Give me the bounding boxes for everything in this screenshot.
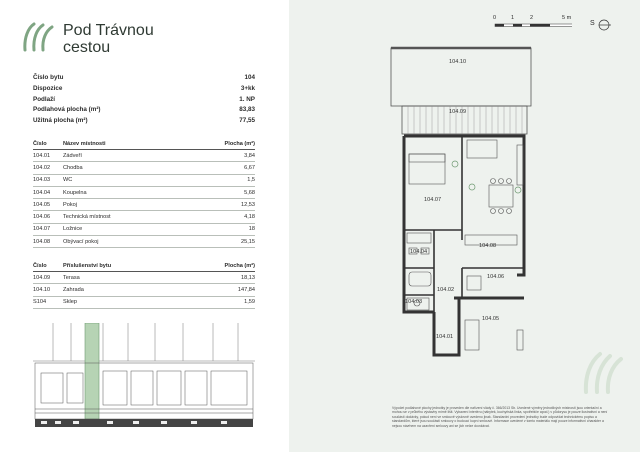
info-value: 1. NP bbox=[239, 95, 255, 103]
cell-number: 104.04 bbox=[33, 186, 63, 198]
info-label: Číslo bytu bbox=[33, 74, 64, 81]
cell-name: Obývací pokoj bbox=[63, 236, 180, 248]
table-row bbox=[33, 272, 255, 284]
accessories-table bbox=[33, 261, 255, 309]
label-bedroom: 104.07 bbox=[424, 197, 442, 203]
cell-name: Pokoj bbox=[63, 199, 180, 211]
cell-area: 147,84 bbox=[181, 284, 255, 296]
header-area: Plocha (m²) bbox=[181, 261, 255, 272]
scale-label: 5 m bbox=[562, 15, 572, 21]
label-bathroom: 104.04 bbox=[410, 249, 428, 255]
table-row bbox=[33, 284, 255, 296]
cell-number: 104.03 bbox=[33, 174, 63, 186]
cell-area: 18,13 bbox=[181, 272, 255, 284]
brand-line-1: Pod Trávnou bbox=[63, 22, 154, 39]
cell-area: 5,68 bbox=[180, 186, 255, 198]
cell-area: 1,5 bbox=[180, 174, 255, 186]
scale-label: 2 bbox=[530, 15, 534, 21]
brand-name bbox=[63, 22, 154, 56]
table-row bbox=[33, 186, 255, 198]
table-row bbox=[33, 174, 255, 186]
cell-area: 6,67 bbox=[180, 162, 255, 174]
rooms-table bbox=[33, 139, 255, 248]
cell-name: Koupelna bbox=[63, 186, 180, 198]
scale-label: 1 bbox=[511, 15, 515, 21]
header-room-name: Název místnosti bbox=[63, 139, 180, 150]
grass-watermark-icon bbox=[582, 350, 624, 394]
cell-area: 12,53 bbox=[180, 199, 255, 211]
table-row bbox=[33, 199, 255, 211]
unit-info bbox=[33, 73, 255, 127]
cell-number: 104.02 bbox=[33, 162, 63, 174]
header-number: Číslo bbox=[33, 139, 63, 150]
info-row-layout bbox=[33, 84, 255, 95]
label-entry: 104.01 bbox=[436, 334, 454, 340]
header-area: Plocha (m²) bbox=[180, 139, 255, 150]
scale-bar bbox=[492, 15, 572, 35]
label-wc: 104.03 bbox=[405, 299, 423, 305]
grass-logo-icon bbox=[22, 22, 56, 52]
cell-name: Sklep bbox=[63, 296, 181, 308]
apartment-walls bbox=[404, 136, 524, 355]
cell-number: 104.06 bbox=[33, 211, 63, 223]
cell-number: 104.07 bbox=[33, 223, 63, 235]
info-value: 83,83 bbox=[239, 106, 255, 114]
cell-number: 104.10 bbox=[33, 284, 63, 296]
info-value: 3+kk bbox=[240, 84, 255, 92]
cell-number: 104.09 bbox=[33, 272, 63, 284]
floor-plan bbox=[289, 40, 640, 360]
cell-number: S104 bbox=[33, 296, 63, 308]
cell-area: 25,15 bbox=[180, 236, 255, 248]
table-row bbox=[33, 211, 255, 223]
label-terrace: 104.09 bbox=[449, 109, 467, 115]
cell-name: Chodba bbox=[63, 162, 180, 174]
cell-number: 104.05 bbox=[33, 199, 63, 211]
cell-area: 3,84 bbox=[180, 150, 255, 162]
table-row bbox=[33, 236, 255, 248]
info-label: Dispozice bbox=[33, 84, 63, 92]
garden-area bbox=[391, 48, 531, 106]
label-living: 104.08 bbox=[479, 243, 497, 249]
cell-name: Terasa bbox=[63, 272, 181, 284]
furniture bbox=[407, 140, 523, 350]
cell-name: WC bbox=[63, 174, 180, 186]
info-label: Podlahová plocha (m²) bbox=[33, 106, 101, 114]
cell-area: 4,18 bbox=[180, 211, 255, 223]
table-row bbox=[33, 296, 255, 308]
info-row-floor bbox=[33, 95, 255, 106]
table-row bbox=[33, 150, 255, 162]
table-header bbox=[33, 139, 255, 150]
info-row-usable-area bbox=[33, 116, 255, 127]
cell-area: 1,59 bbox=[181, 296, 255, 308]
info-value: 104 bbox=[244, 74, 255, 81]
table-row bbox=[33, 223, 255, 235]
cell-number: 104.01 bbox=[33, 150, 63, 162]
cell-number: 104.08 bbox=[33, 236, 63, 248]
interior-walls bbox=[404, 136, 524, 312]
info-label: Podlaží bbox=[33, 95, 56, 103]
compass bbox=[590, 15, 612, 40]
left-panel bbox=[0, 0, 289, 452]
building-site-plan bbox=[33, 323, 255, 433]
info-row-number bbox=[33, 73, 255, 84]
scale-label: 0 bbox=[493, 15, 497, 21]
cell-name: Ložnice bbox=[63, 223, 180, 235]
info-value: 77,55 bbox=[239, 117, 255, 125]
legal-disclaimer: Výpočet podlahové plochy jednotky je proveden dle nařízení vlády č. 366/2013 Sb. Uvedené výměry jednotlivých místností jsou orientační a mohou se v průběhu výstavby mírně lišit. Vybavení interiéru (nábytek, kuchyňská linka, spotřebiče apod.) v půdorysu je pouze ilustrativní a není součástí dodávky, pokud není ve smlouvě výslovně uvedeno jinak. Standardní provedení jednotky bude odpovídat technickému popisu a standardům, které jsou součástí smlouvy o budoucí kupní smlouvě. Informace uvedené v tomto materiálu mají pouze informativní charakter a nejsou návrhem na uzavření smlouvy ani se jich nelze dovolávat. bbox=[392, 406, 608, 428]
table-header bbox=[33, 261, 255, 272]
header-accessory-name: Příslušenství bytu bbox=[63, 261, 181, 272]
cell-name: Zádveří bbox=[63, 150, 180, 162]
table-row bbox=[33, 162, 255, 174]
info-row-floor-area bbox=[33, 105, 255, 116]
compass-north-label: S bbox=[590, 20, 595, 27]
label-garden: 104.10 bbox=[449, 59, 467, 65]
cell-name: Technická místnost bbox=[63, 211, 180, 223]
cell-area: 18 bbox=[180, 223, 255, 235]
label-tech: 104.06 bbox=[487, 274, 505, 280]
info-label: Užitná plocha (m²) bbox=[33, 117, 88, 125]
header-number: Číslo bbox=[33, 261, 63, 272]
brand-line-2: cestou bbox=[63, 39, 111, 56]
label-corridor: 104.02 bbox=[437, 287, 455, 293]
cell-name: Zahrada bbox=[63, 284, 181, 296]
label-room: 104.05 bbox=[482, 316, 500, 322]
